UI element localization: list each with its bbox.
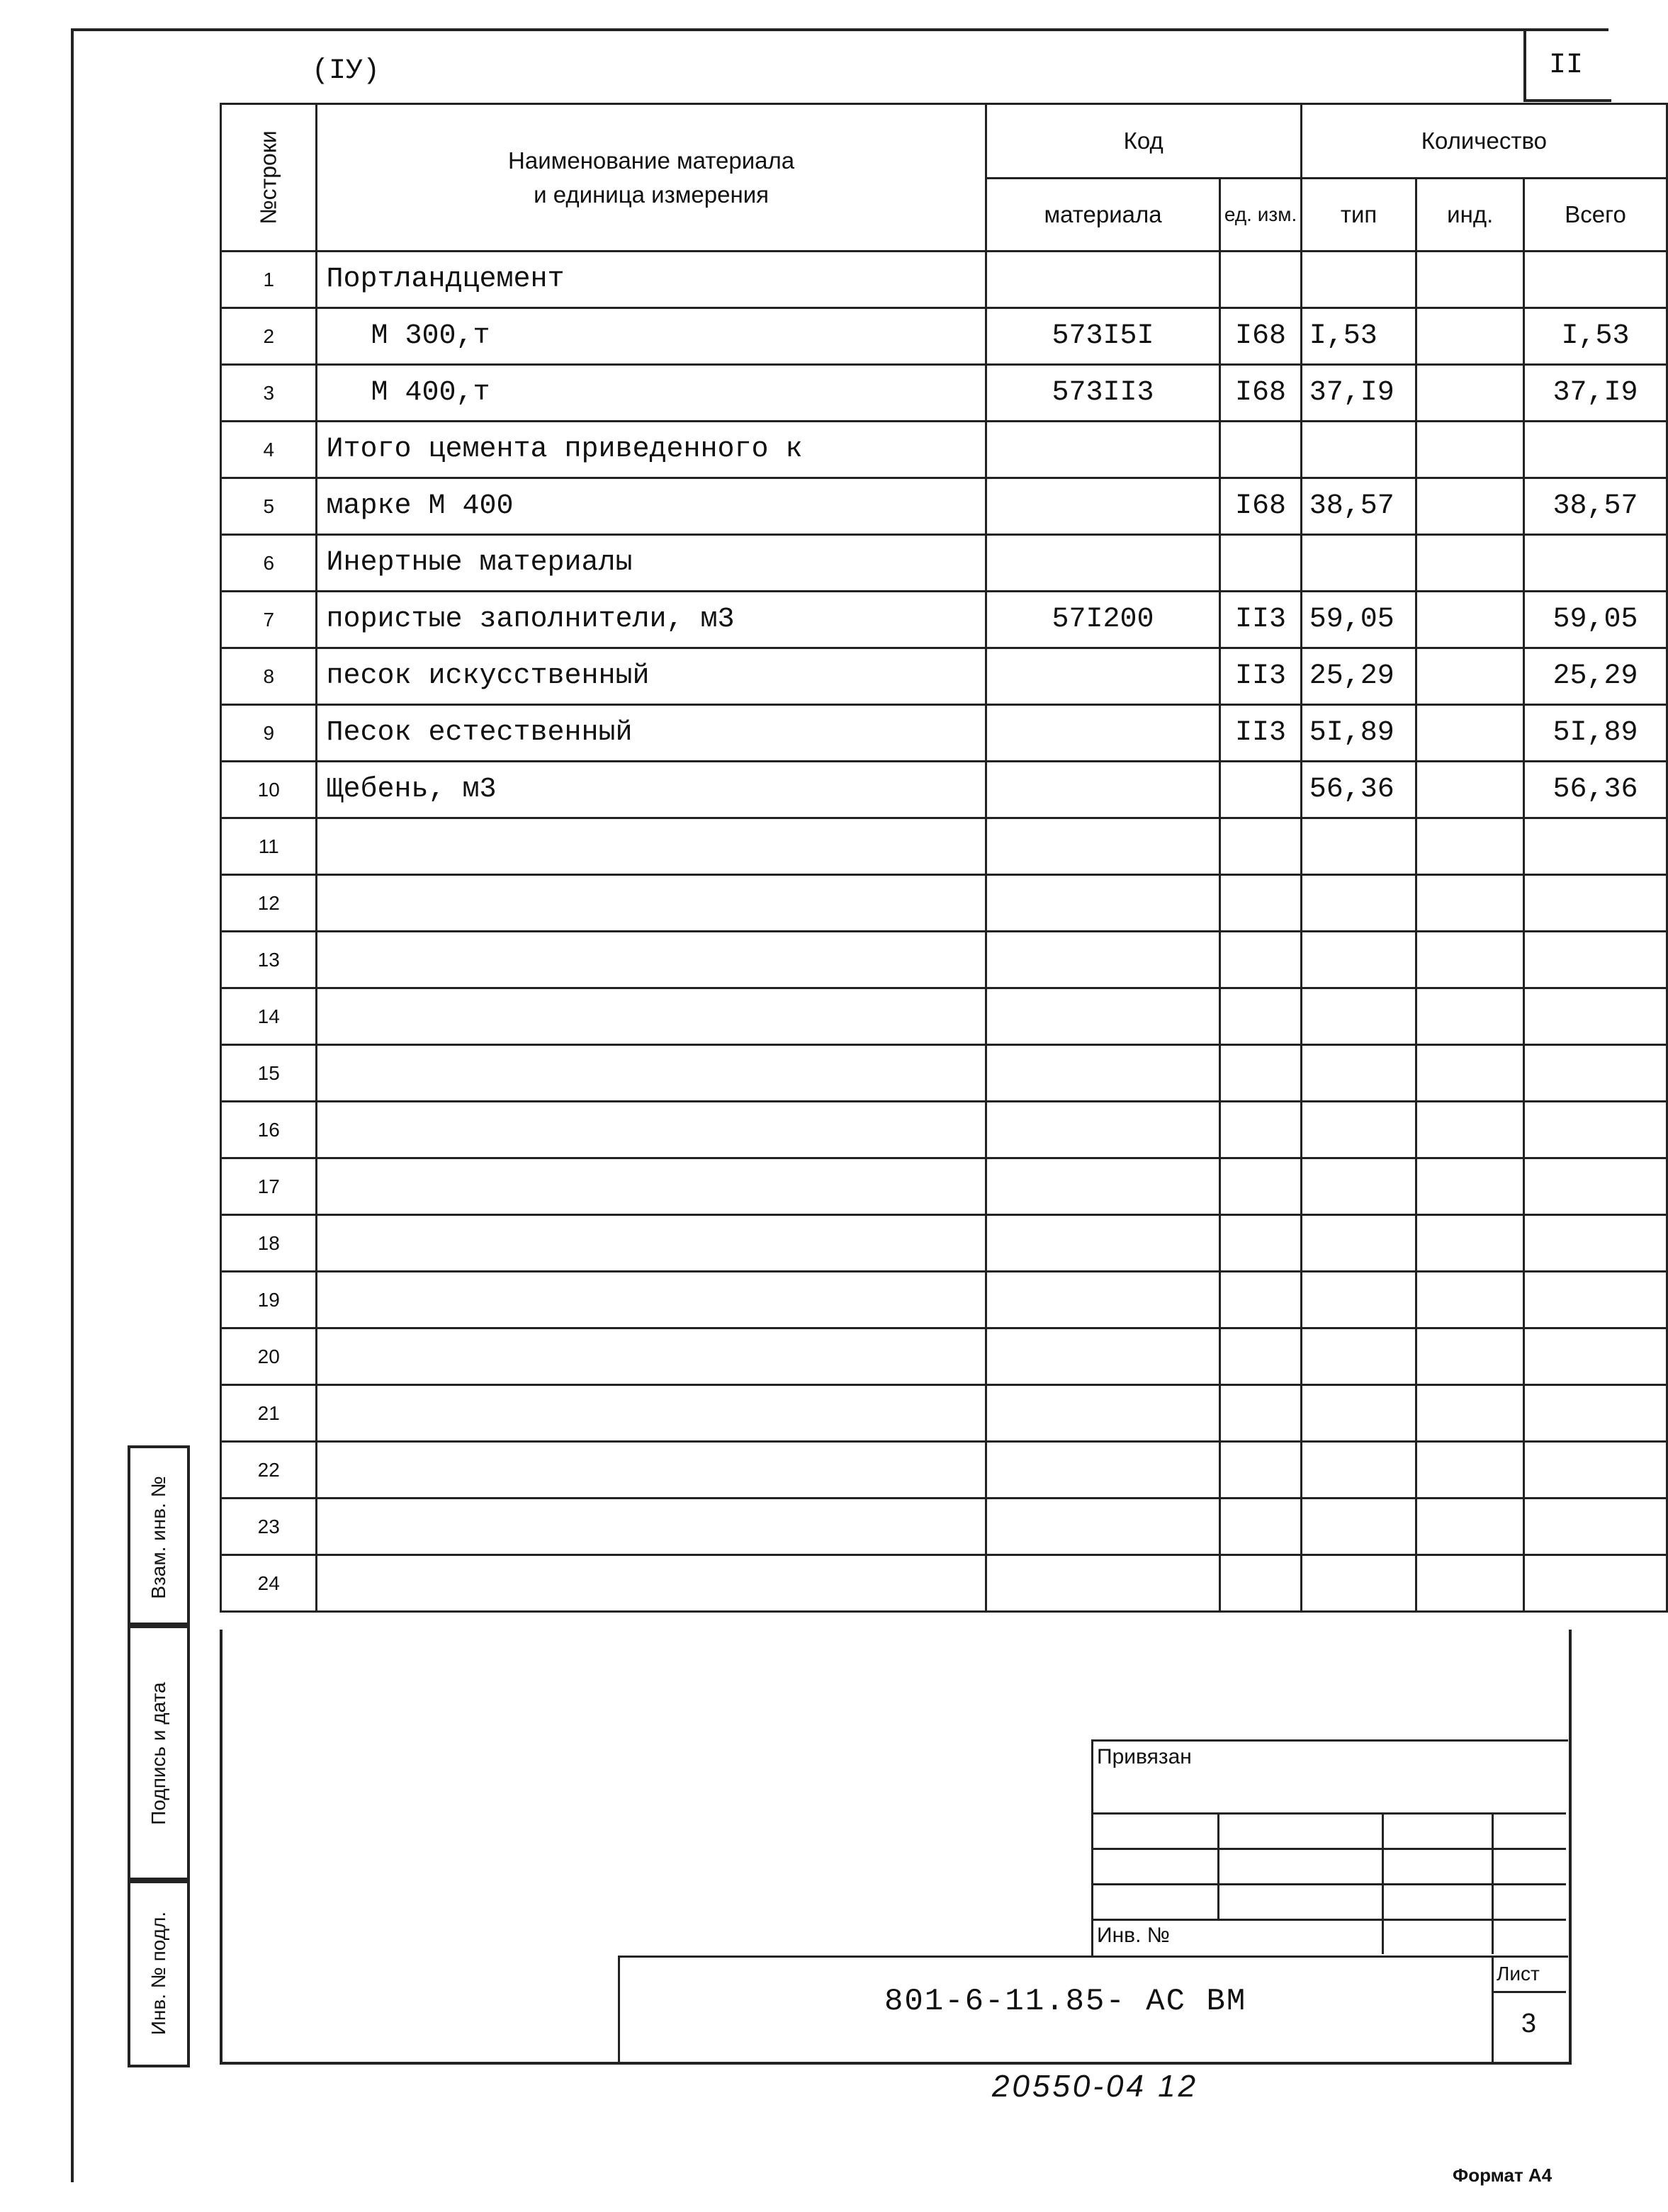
type-quantity-cell: [1301, 988, 1416, 1045]
row-number-cell: 21: [221, 1385, 317, 1442]
table-row: [221, 1328, 1667, 1385]
table-row: [221, 932, 1667, 988]
total-quantity-cell: [1524, 1272, 1667, 1328]
table-row: [221, 1102, 1667, 1158]
frame-left-border: [71, 28, 74, 2182]
unit-cell: I68: [1220, 478, 1301, 535]
unit-cell: [1220, 1215, 1301, 1272]
material-name-header: Наименование материала и единица измерения: [317, 104, 986, 252]
unit-cell: [1220, 932, 1301, 988]
material-name-cell: марке М 400: [317, 478, 986, 535]
individual-quantity-cell: [1416, 1385, 1524, 1442]
material-code-cell: [986, 1328, 1220, 1385]
row-number-cell: 16: [221, 1102, 317, 1158]
unit-cell: [1220, 818, 1301, 875]
stamp-line-3: [1091, 1883, 1566, 1885]
sheet-cell-line: [1492, 1991, 1566, 1993]
material-name-cell: [317, 1328, 986, 1385]
type-quantity-cell: [1301, 1272, 1416, 1328]
type-quantity-cell: [1301, 1442, 1416, 1499]
row-number-cell: 8: [221, 648, 317, 705]
total-subheader: Всего: [1524, 179, 1667, 252]
individual-quantity-cell: [1416, 648, 1524, 705]
table-row: [221, 592, 1667, 648]
sheet-number: II: [1548, 50, 1583, 81]
binding-label: Привязан: [1097, 1745, 1192, 1768]
total-quantity-cell: 38,57: [1524, 478, 1667, 535]
individual-quantity-cell: [1416, 1328, 1524, 1385]
table-row: [221, 1272, 1667, 1328]
type-quantity-cell: 38,57: [1301, 478, 1416, 535]
material-name-cell: [317, 1385, 986, 1442]
side-replacement-box: [128, 1445, 190, 1628]
stamp-line-4: [1091, 1919, 1566, 1921]
row-number-cell: 7: [221, 592, 317, 648]
individual-quantity-cell: [1416, 1158, 1524, 1215]
type-quantity-cell: 59,05: [1301, 592, 1416, 648]
material-name-cell: [317, 1442, 986, 1499]
material-code-cell: [986, 648, 1220, 705]
table-row: [221, 762, 1667, 818]
individual-quantity-cell: [1416, 1045, 1524, 1102]
table-row: [221, 365, 1667, 422]
table-row: [221, 875, 1667, 932]
total-quantity-cell: 5I,89: [1524, 705, 1667, 762]
row-number-cell: 14: [221, 988, 317, 1045]
material-name-cell: Песок естественный: [317, 705, 986, 762]
material-name-cell: [317, 988, 986, 1045]
row-number-cell: 9: [221, 705, 317, 762]
total-quantity-cell: [1524, 1385, 1667, 1442]
materials-table: [220, 103, 1668, 1613]
individual-quantity-cell: [1416, 1555, 1524, 1612]
side-original-inv-box: [128, 1878, 190, 2067]
total-quantity-cell: [1524, 1328, 1667, 1385]
unit-cell: [1220, 1158, 1301, 1215]
individual-quantity-cell: [1416, 1499, 1524, 1555]
side-replacement-label: Взам. инв. №: [147, 1476, 169, 1599]
material-name-cell: Портландцемент: [317, 252, 986, 308]
row-number-cell: 3: [221, 365, 317, 422]
stamp-line-2: [1091, 1848, 1566, 1850]
material-name-cell: [317, 1555, 986, 1612]
table-row: [221, 478, 1667, 535]
table-row: [221, 535, 1667, 592]
doc-code: 801-6-11.85- АС ВМ: [884, 1984, 1247, 2019]
table-row: [221, 1158, 1667, 1215]
unit-cell: [1220, 1272, 1301, 1328]
material-name-cell: [317, 1045, 986, 1102]
total-quantity-cell: I,53: [1524, 308, 1667, 365]
table-row: [221, 1045, 1667, 1102]
material-name-cell: М 300,т: [317, 308, 986, 365]
material-code-cell: [986, 478, 1220, 535]
total-quantity-cell: [1524, 1158, 1667, 1215]
type-quantity-cell: 5I,89: [1301, 705, 1416, 762]
material-name-cell: [317, 1158, 986, 1215]
unit-cell: [1220, 1328, 1301, 1385]
total-quantity-cell: [1524, 1442, 1667, 1499]
total-quantity-cell: [1524, 1555, 1667, 1612]
material-name-cell: [317, 1272, 986, 1328]
unit-cell: [1220, 1499, 1301, 1555]
individual-quantity-cell: [1416, 762, 1524, 818]
type-quantity-cell: [1301, 422, 1416, 478]
individual-quantity-cell: [1416, 932, 1524, 988]
row-number-cell: 6: [221, 535, 317, 592]
total-quantity-cell: [1524, 932, 1667, 988]
material-code-cell: [986, 762, 1220, 818]
material-code-cell: [986, 1442, 1220, 1499]
total-quantity-cell: [1524, 1045, 1667, 1102]
material-name-cell: Щебень, м3: [317, 762, 986, 818]
material-name-cell: [317, 818, 986, 875]
table-row: [221, 648, 1667, 705]
material-code-cell: [986, 988, 1220, 1045]
code-header: Код: [986, 104, 1301, 179]
total-quantity-cell: [1524, 535, 1667, 592]
unit-cell: [1220, 422, 1301, 478]
unit-cell: [1220, 875, 1301, 932]
row-number-cell: 15: [221, 1045, 317, 1102]
material-code-subheader: материала: [986, 179, 1220, 252]
total-quantity-cell: [1524, 252, 1667, 308]
header-code: (IУ): [312, 55, 381, 87]
row-number-cell: 22: [221, 1442, 317, 1499]
row-number-cell: 23: [221, 1499, 317, 1555]
table-row: [221, 1385, 1667, 1442]
unit-cell: [1220, 1102, 1301, 1158]
material-code-cell: [986, 875, 1220, 932]
individual-quantity-cell: [1416, 1442, 1524, 1499]
sheet-value: 3: [1521, 2009, 1537, 2038]
material-name-cell: Инертные материалы: [317, 535, 986, 592]
individual-quantity-cell: [1416, 875, 1524, 932]
material-name-cell: [317, 1499, 986, 1555]
material-code-cell: [986, 1215, 1220, 1272]
unit-cell: [1220, 1045, 1301, 1102]
total-quantity-cell: [1524, 1215, 1667, 1272]
type-quantity-cell: [1301, 1158, 1416, 1215]
individual-quantity-cell: [1416, 1272, 1524, 1328]
inv-number-label: Инв. №: [1097, 1924, 1170, 1947]
table-row: [221, 308, 1667, 365]
material-name-cell: [317, 932, 986, 988]
material-code-cell: 57I200: [986, 592, 1220, 648]
unit-cell: II3: [1220, 592, 1301, 648]
table-row: [221, 1442, 1667, 1499]
table-row: [221, 1555, 1667, 1612]
material-name-cell: пористые заполнители, м3: [317, 592, 986, 648]
type-subheader: тип: [1301, 179, 1416, 252]
type-quantity-cell: [1301, 818, 1416, 875]
table-row: [221, 252, 1667, 308]
material-name-cell: песок искусственный: [317, 648, 986, 705]
individual-quantity-cell: [1416, 478, 1524, 535]
row-number-cell: 12: [221, 875, 317, 932]
total-quantity-cell: 25,29: [1524, 648, 1667, 705]
total-quantity-cell: [1524, 1499, 1667, 1555]
material-code-cell: [986, 1499, 1220, 1555]
total-quantity-cell: 59,05: [1524, 592, 1667, 648]
unit-cell: I68: [1220, 308, 1301, 365]
material-code-cell: [986, 1272, 1220, 1328]
type-quantity-cell: [1301, 1499, 1416, 1555]
row-number-cell: 19: [221, 1272, 317, 1328]
individual-quantity-cell: [1416, 535, 1524, 592]
row-number-cell: 10: [221, 762, 317, 818]
type-quantity-cell: [1301, 535, 1416, 592]
archive-number: 20550-04 12: [992, 2069, 1199, 2104]
unit-cell: [1220, 1442, 1301, 1499]
row-number-cell: 20: [221, 1328, 317, 1385]
unit-cell: [1220, 762, 1301, 818]
row-number-cell: 4: [221, 422, 317, 478]
type-quantity-cell: [1301, 1555, 1416, 1612]
stamp-vline-3: [1492, 1812, 1494, 1954]
individual-quantity-cell: [1416, 818, 1524, 875]
material-name-cell: М 400,т: [317, 365, 986, 422]
total-quantity-cell: [1524, 1102, 1667, 1158]
type-quantity-cell: [1301, 1385, 1416, 1442]
material-code-cell: [986, 535, 1220, 592]
unit-subheader: ед. изм.: [1220, 179, 1301, 252]
individual-quantity-cell: [1416, 705, 1524, 762]
type-quantity-cell: [1301, 1102, 1416, 1158]
material-name-cell: [317, 1102, 986, 1158]
type-quantity-cell: [1301, 875, 1416, 932]
material-code-cell: [986, 1555, 1220, 1612]
unit-cell: II3: [1220, 705, 1301, 762]
material-code-cell: [986, 818, 1220, 875]
individual-quantity-cell: [1416, 592, 1524, 648]
material-code-cell: 573II3: [986, 365, 1220, 422]
unit-cell: [1220, 1385, 1301, 1442]
row-number-cell: 17: [221, 1158, 317, 1215]
table-row: [221, 988, 1667, 1045]
material-name-cell: Итого цемента приведенного к: [317, 422, 986, 478]
type-quantity-cell: [1301, 1328, 1416, 1385]
material-code-cell: [986, 422, 1220, 478]
material-code-cell: [986, 705, 1220, 762]
unit-cell: II3: [1220, 648, 1301, 705]
row-number-cell: 1: [221, 252, 317, 308]
material-code-cell: 573I5I: [986, 308, 1220, 365]
side-signature-label: Подпись и дата: [147, 1682, 169, 1825]
format-label: Формат А4: [1453, 2165, 1553, 2186]
type-quantity-cell: [1301, 1215, 1416, 1272]
stamp-line-1: [1091, 1812, 1566, 1815]
unit-cell: [1220, 1555, 1301, 1612]
individual-quantity-cell: [1416, 252, 1524, 308]
total-quantity-cell: [1524, 818, 1667, 875]
type-quantity-cell: I,53: [1301, 308, 1416, 365]
material-code-cell: [986, 1045, 1220, 1102]
type-quantity-cell: 56,36: [1301, 762, 1416, 818]
row-number-cell: 24: [221, 1555, 317, 1612]
individual-quantity-cell: [1416, 988, 1524, 1045]
individual-subheader: инд.: [1416, 179, 1524, 252]
row-number-cell: 18: [221, 1215, 317, 1272]
individual-quantity-cell: [1416, 308, 1524, 365]
material-code-cell: [986, 1158, 1220, 1215]
stamp-vline-1: [1217, 1812, 1219, 1919]
unit-cell: I68: [1220, 365, 1301, 422]
table-row: [221, 1499, 1667, 1555]
total-quantity-cell: [1524, 875, 1667, 932]
unit-cell: [1220, 535, 1301, 592]
individual-quantity-cell: [1416, 1102, 1524, 1158]
total-quantity-cell: 56,36: [1524, 762, 1667, 818]
table-row: [221, 705, 1667, 762]
stamp-vline-2: [1382, 1812, 1384, 1954]
material-name-cell: [317, 1215, 986, 1272]
type-quantity-cell: 25,29: [1301, 648, 1416, 705]
type-quantity-cell: [1301, 1045, 1416, 1102]
unit-cell: [1220, 988, 1301, 1045]
total-quantity-cell: [1524, 988, 1667, 1045]
material-code-cell: [986, 1385, 1220, 1442]
table-row: [221, 422, 1667, 478]
side-original-inv-label: Инв. № подл.: [147, 1911, 169, 2036]
row-number-cell: 11: [221, 818, 317, 875]
side-signature-box: [128, 1623, 190, 1883]
material-code-cell: [986, 252, 1220, 308]
unit-cell: [1220, 252, 1301, 308]
type-quantity-cell: 37,I9: [1301, 365, 1416, 422]
quantity-header: Количество: [1301, 104, 1667, 179]
type-quantity-cell: [1301, 252, 1416, 308]
type-quantity-cell: [1301, 932, 1416, 988]
table-row: [221, 1215, 1667, 1272]
material-code-cell: [986, 932, 1220, 988]
row-number-cell: 13: [221, 932, 317, 988]
row-number-cell: 2: [221, 308, 317, 365]
sheet-label: Лист: [1497, 1963, 1540, 1985]
material-code-cell: [986, 1102, 1220, 1158]
row-number-header: №строки: [221, 104, 317, 252]
individual-quantity-cell: [1416, 365, 1524, 422]
total-quantity-cell: [1524, 422, 1667, 478]
individual-quantity-cell: [1416, 1215, 1524, 1272]
material-name-cell: [317, 875, 986, 932]
table-row: [221, 818, 1667, 875]
frame-top-border: [71, 28, 1608, 31]
total-quantity-cell: 37,I9: [1524, 365, 1667, 422]
row-number-cell: 5: [221, 478, 317, 535]
individual-quantity-cell: [1416, 422, 1524, 478]
